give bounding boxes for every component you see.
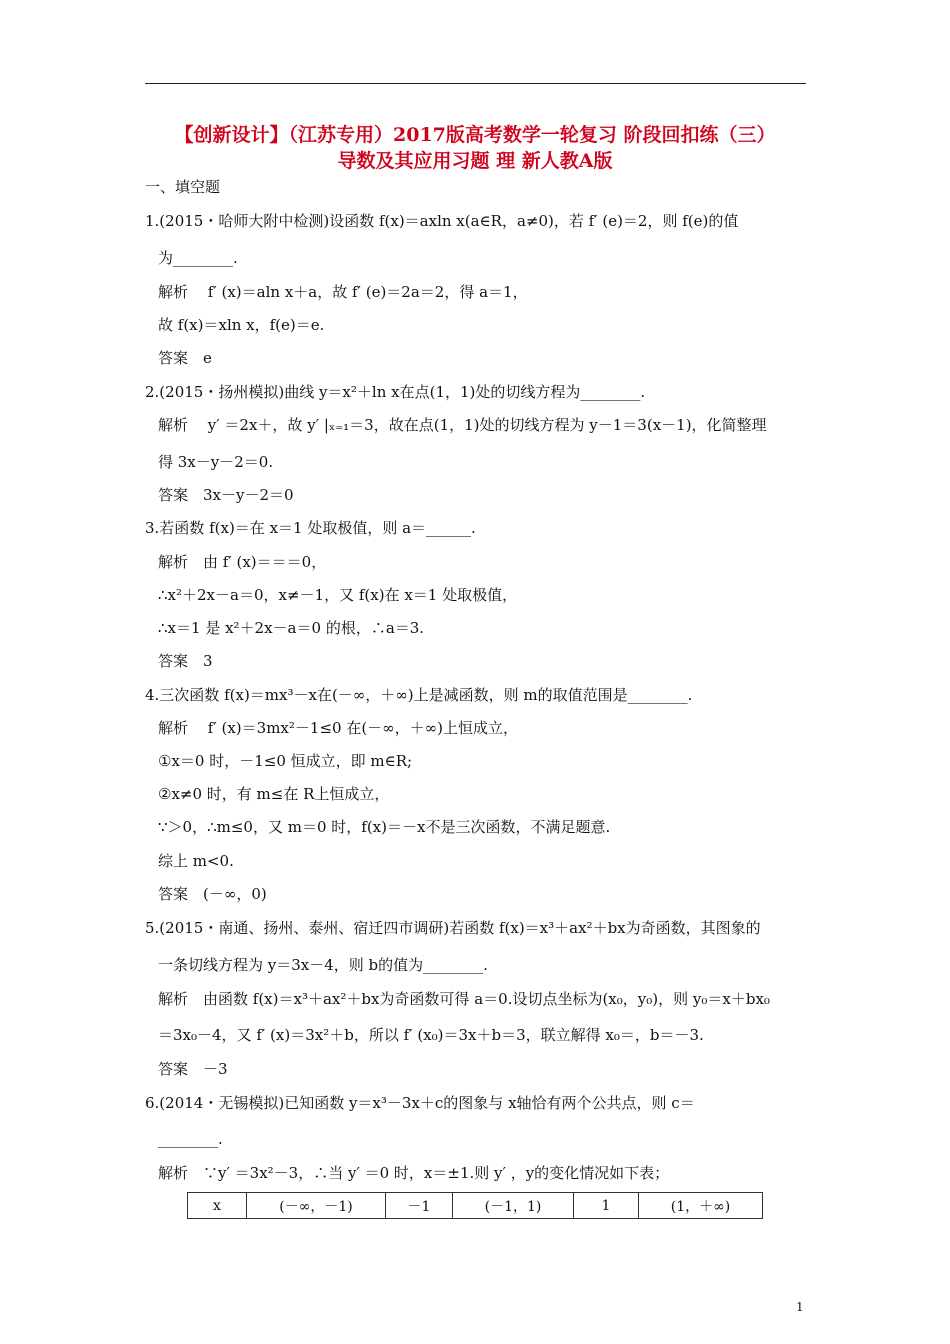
text-line: 一、填空题 [145, 178, 221, 196]
text-line: 1.(2015・哈师大附中检测)设函数 f(x)＝axln x(a∈R，a≠0)，若 f′ (e)＝2，则 f(e)的值 [145, 212, 739, 230]
text-line: ＝3x₀－4，又 f′ (x)＝3x²＋b，所以 f′ (x₀)＝3x＋b＝3，联立解得 x₀＝，b＝－3. [158, 1026, 704, 1044]
text-line: 2.(2015・扬州模拟)曲线 y＝x²＋ln x在点(1，1)处的切线方程为________. [145, 383, 646, 401]
text-line: 5.(2015・南通、扬州、泰州、宿迁四市调研)若函数 f(x)＝x³＋ax²＋bx为奇函数，其图象的 [145, 919, 761, 937]
table-cell: (－∞，－1) [247, 1193, 386, 1219]
header-rule [145, 83, 806, 84]
variation-table [187, 1192, 763, 1219]
text-line: 6.(2014・无锡模拟)已知函数 y＝x³－3x＋c的图象与 x轴恰有两个公共点，则 c＝ [145, 1094, 695, 1112]
table-cell: (1，＋∞) [639, 1193, 763, 1219]
text-line: 答案 －3 [158, 1060, 228, 1078]
text-line: 3.若函数 f(x)＝在 x＝1 处取极值，则 a＝______. [145, 519, 476, 537]
text-line: 答案 e [158, 349, 212, 367]
table-cell: (－1，1) [453, 1193, 574, 1219]
document-title-line-1: 【创新设计】（江苏专用）2017版高考数学一轮复习 阶段回扣练（三） [174, 124, 776, 146]
text-line: 一条切线方程为 y＝3x－4，则 b的值为________. [158, 956, 488, 974]
text-line: ①x＝0 时，－1≤0 恒成立，即 m∈R; [158, 752, 413, 770]
text-line: 解析 f′ (x)＝aln x＋a，故 f′ (e)＝2a＝2，得 a＝1， [158, 283, 528, 301]
text-line: 答案 (－∞，0) [158, 885, 267, 903]
text-line: 答案 3 [158, 652, 213, 670]
text-line: 解析 y′ ＝2x＋，故 y′ |ₓ₌₁＝3，故在点(1，1)处的切线方程为 y－1＝3(x－1)，化简整理 [158, 416, 767, 434]
text-line: 解析 由函数 f(x)＝x³＋ax²＋bx为奇函数可得 a＝0.设切点坐标为(x₀，y₀)，则 y₀＝x＋bx₀ [158, 990, 770, 1008]
table-cell: x [188, 1193, 247, 1219]
text-line: ∴x＝1 是 x²＋2x－a＝0 的根，∴a＝3. [158, 619, 425, 637]
table-row [188, 1193, 763, 1219]
table-cell: 1 [574, 1193, 639, 1219]
text-line: 解析 由 f′ (x)＝＝＝0， [158, 553, 327, 571]
text-line: 故 f(x)＝xln x，f(e)＝e. [158, 316, 325, 334]
text-line: ∴x²＋2x－a＝0，x≠－1，又 f(x)在 x＝1 处取极值， [158, 586, 518, 604]
text-line: 4.三次函数 f(x)＝mx³－x在(－∞，＋∞)上是减函数，则 m的取值范围是________. [145, 686, 693, 704]
text-line: ________. [158, 1130, 223, 1148]
text-line: 得 3x－y－2＝0. [158, 453, 274, 471]
text-line: 综上 m<0. [158, 852, 234, 870]
page-number: 1 [796, 1300, 804, 1314]
table-cell: －1 [386, 1193, 453, 1219]
text-line: 解析 ∵y′ ＝3x²－3，∴当 y′ ＝0 时，x＝±1.则 y′ ，y的变化情况如下表； [158, 1164, 670, 1182]
document-title-line-2: 导数及其应用习题 理 新人教A版 [337, 150, 613, 172]
text-line: ②x≠0 时，有 m≤在 R上恒成立， [158, 785, 390, 803]
text-line: 为________. [158, 249, 238, 267]
text-line: 解析 f′ (x)＝3mx²－1≤0 在(－∞，＋∞)上恒成立， [158, 719, 519, 737]
text-line: 答案 3x－y－2＝0 [158, 486, 294, 504]
text-line: ∵＞0，∴m≤0，又 m＝0 时，f(x)＝－x不是三次函数，不满足题意. [158, 818, 611, 836]
